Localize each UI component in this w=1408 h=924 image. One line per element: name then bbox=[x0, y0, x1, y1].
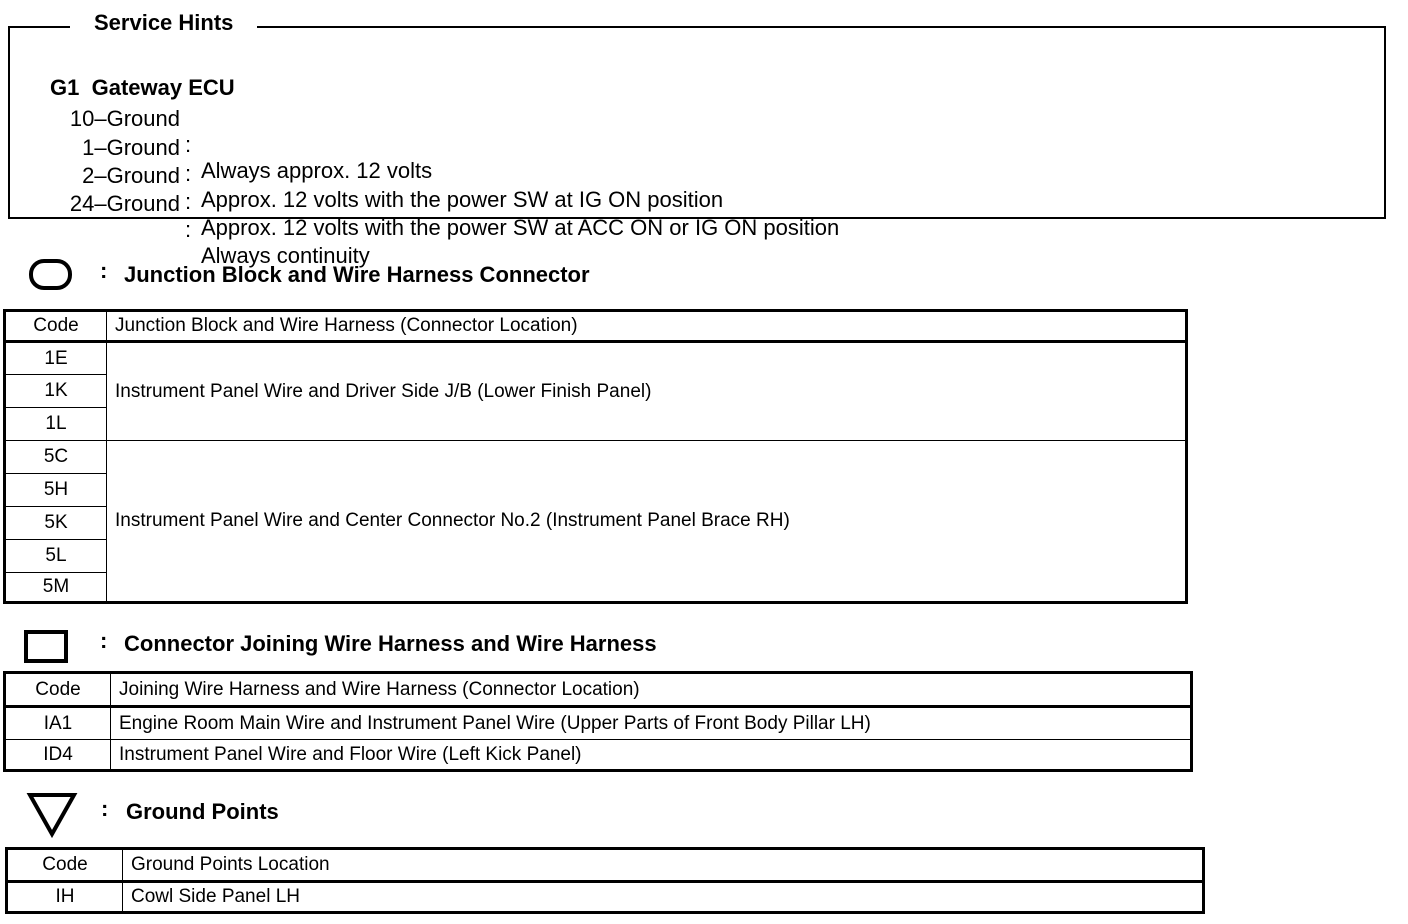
connector-joining-table bbox=[3, 671, 1193, 772]
hint-separator: : bbox=[185, 217, 192, 242]
hint-term: 2–Ground bbox=[82, 163, 180, 188]
column-header-location: Junction Block and Wire Harness (Connector Location) bbox=[107, 311, 1187, 342]
table-row bbox=[5, 342, 1187, 375]
hint-description: Approx. 12 volts with the power SW at IG ON position bbox=[201, 187, 724, 212]
column-header-location: Ground Points Location bbox=[123, 849, 1204, 882]
junction-block-table bbox=[3, 309, 1188, 604]
table-row bbox=[5, 707, 1192, 740]
hint-separator: : bbox=[185, 189, 192, 214]
location-cell: Instrument Panel Wire and Driver Side J/B (Lower Finish Panel) bbox=[107, 342, 1187, 441]
column-header-location: Joining Wire Harness and Wire Harness (Connector Location) bbox=[111, 673, 1192, 707]
section-colon: : bbox=[100, 258, 108, 283]
table-row bbox=[5, 441, 1187, 474]
service-hints-title: Service Hints bbox=[70, 10, 257, 36]
column-header-code: Code bbox=[5, 673, 111, 707]
code-cell: IH bbox=[7, 882, 123, 913]
hint-separator: : bbox=[185, 132, 192, 157]
ground-points-heading: Ground Points bbox=[126, 799, 279, 824]
code-cell: IA1 bbox=[5, 707, 111, 740]
code-cell: 5C bbox=[5, 441, 107, 474]
rounded-rectangle-icon bbox=[28, 258, 74, 292]
junction-block-heading: Junction Block and Wire Harness Connector bbox=[124, 262, 590, 287]
table-header-row bbox=[5, 673, 1192, 707]
code-cell: 5L bbox=[5, 540, 107, 573]
hint-term: 1–Ground bbox=[82, 135, 180, 160]
hint-description: Always approx. 12 volts bbox=[201, 158, 433, 183]
connector-joining-heading: Connector Joining Wire Harness and Wire Harness bbox=[124, 631, 657, 656]
component-name: Gateway ECU bbox=[91, 75, 235, 100]
component-heading bbox=[50, 75, 235, 101]
square-icon bbox=[24, 630, 70, 664]
code-cell: 1E bbox=[5, 342, 107, 375]
column-header-code: Code bbox=[5, 311, 107, 342]
location-cell: Instrument Panel Wire and Floor Wire (Left Kick Panel) bbox=[111, 740, 1192, 771]
service-hints-box bbox=[8, 26, 1386, 268]
code-cell: 5K bbox=[5, 507, 107, 540]
hint-separator: : bbox=[185, 161, 192, 186]
hint-term: 24–Ground bbox=[69, 191, 180, 216]
ground-points-table bbox=[5, 847, 1205, 914]
code-cell: 1K bbox=[5, 375, 107, 408]
table-header-row bbox=[7, 849, 1204, 882]
location-cell: Engine Room Main Wire and Instrument Panel Wire (Upper Parts of Front Body Pillar LH) bbox=[111, 707, 1192, 740]
code-cell: 5H bbox=[5, 474, 107, 507]
hint-description: Approx. 12 volts with the power SW at ACC ON or IG ON position bbox=[201, 215, 840, 240]
section-colon: : bbox=[100, 628, 108, 653]
hint-term: 10–Ground bbox=[69, 106, 180, 131]
location-cell: Instrument Panel Wire and Center Connector No.2 (Instrument Panel Brace RH) bbox=[107, 441, 1187, 603]
table-row bbox=[7, 882, 1204, 913]
section-colon: : bbox=[101, 796, 109, 821]
component-id: G1 bbox=[50, 75, 80, 100]
code-cell: ID4 bbox=[5, 740, 111, 771]
column-header-code: Code bbox=[7, 849, 123, 882]
triangle-down-icon bbox=[26, 791, 80, 839]
code-cell: 5M bbox=[5, 573, 107, 603]
location-cell: Cowl Side Panel LH bbox=[123, 882, 1204, 913]
table-header-row bbox=[5, 311, 1187, 342]
table-row bbox=[5, 740, 1192, 771]
code-cell: 1L bbox=[5, 408, 107, 441]
hint-description: Always continuity bbox=[201, 243, 370, 268]
